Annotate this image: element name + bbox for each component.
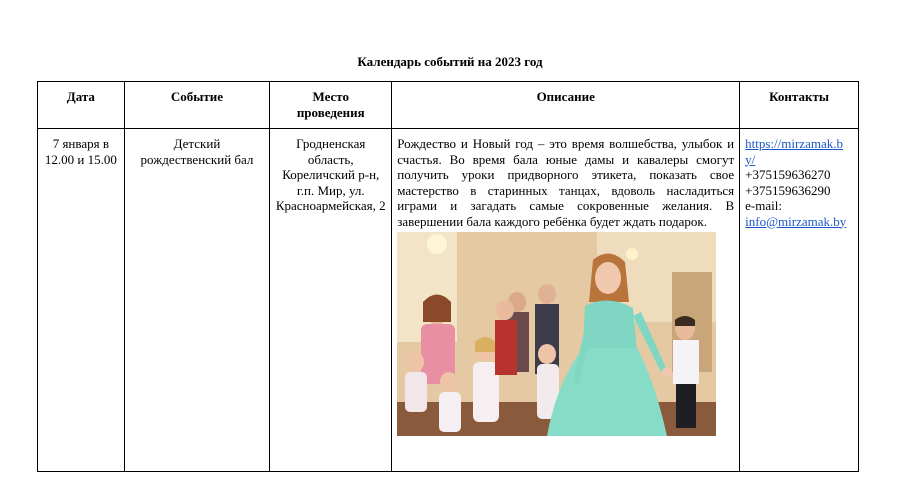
page-title: Календарь событий на 2023 год (357, 54, 543, 69)
email-label: e-mail: (745, 198, 782, 213)
cell-date: 7 января в 12.00 и 15.00 (38, 129, 125, 472)
phone-1: +375159636270 (745, 167, 831, 182)
children-ball-illustration (397, 232, 716, 436)
cell-place: Гродненская область, Кореличский р-н, г.п. Мир, ул. Красноармейская, 2 (270, 129, 392, 472)
table-header-row (38, 82, 859, 129)
header-contacts: Контакты (740, 82, 859, 129)
website-link[interactable]: https://mirzamak.by/ (745, 136, 843, 167)
header-place-line1: Место (312, 89, 350, 104)
header-description: Описание (392, 82, 740, 129)
cell-event: Детский рождественский бал (124, 129, 270, 472)
table-row (38, 129, 859, 472)
cell-description (392, 129, 740, 472)
events-table (37, 81, 859, 472)
event-photo (397, 232, 716, 436)
header-event: Событие (124, 82, 270, 129)
header-place (270, 82, 392, 129)
cell-contacts (740, 129, 859, 472)
email-link[interactable]: info@mirzamak.by (745, 213, 847, 229)
header-date: Дата (38, 82, 125, 129)
description-text: Рождество и Новый год – это время волшебства, улыбок и счастья. Во время бала юные дамы и кавалеры смогут получить уроки придворного этикета, показать свое мастерство в старинных танцах, вдоволь насладиться играми и загадать самые сокровенные желания. В завершении бала каждого ребёнка будет ждать подарок. (397, 136, 735, 229)
phone-2: +375159636290 (745, 182, 831, 198)
header-place-line2: проведения (296, 104, 365, 120)
